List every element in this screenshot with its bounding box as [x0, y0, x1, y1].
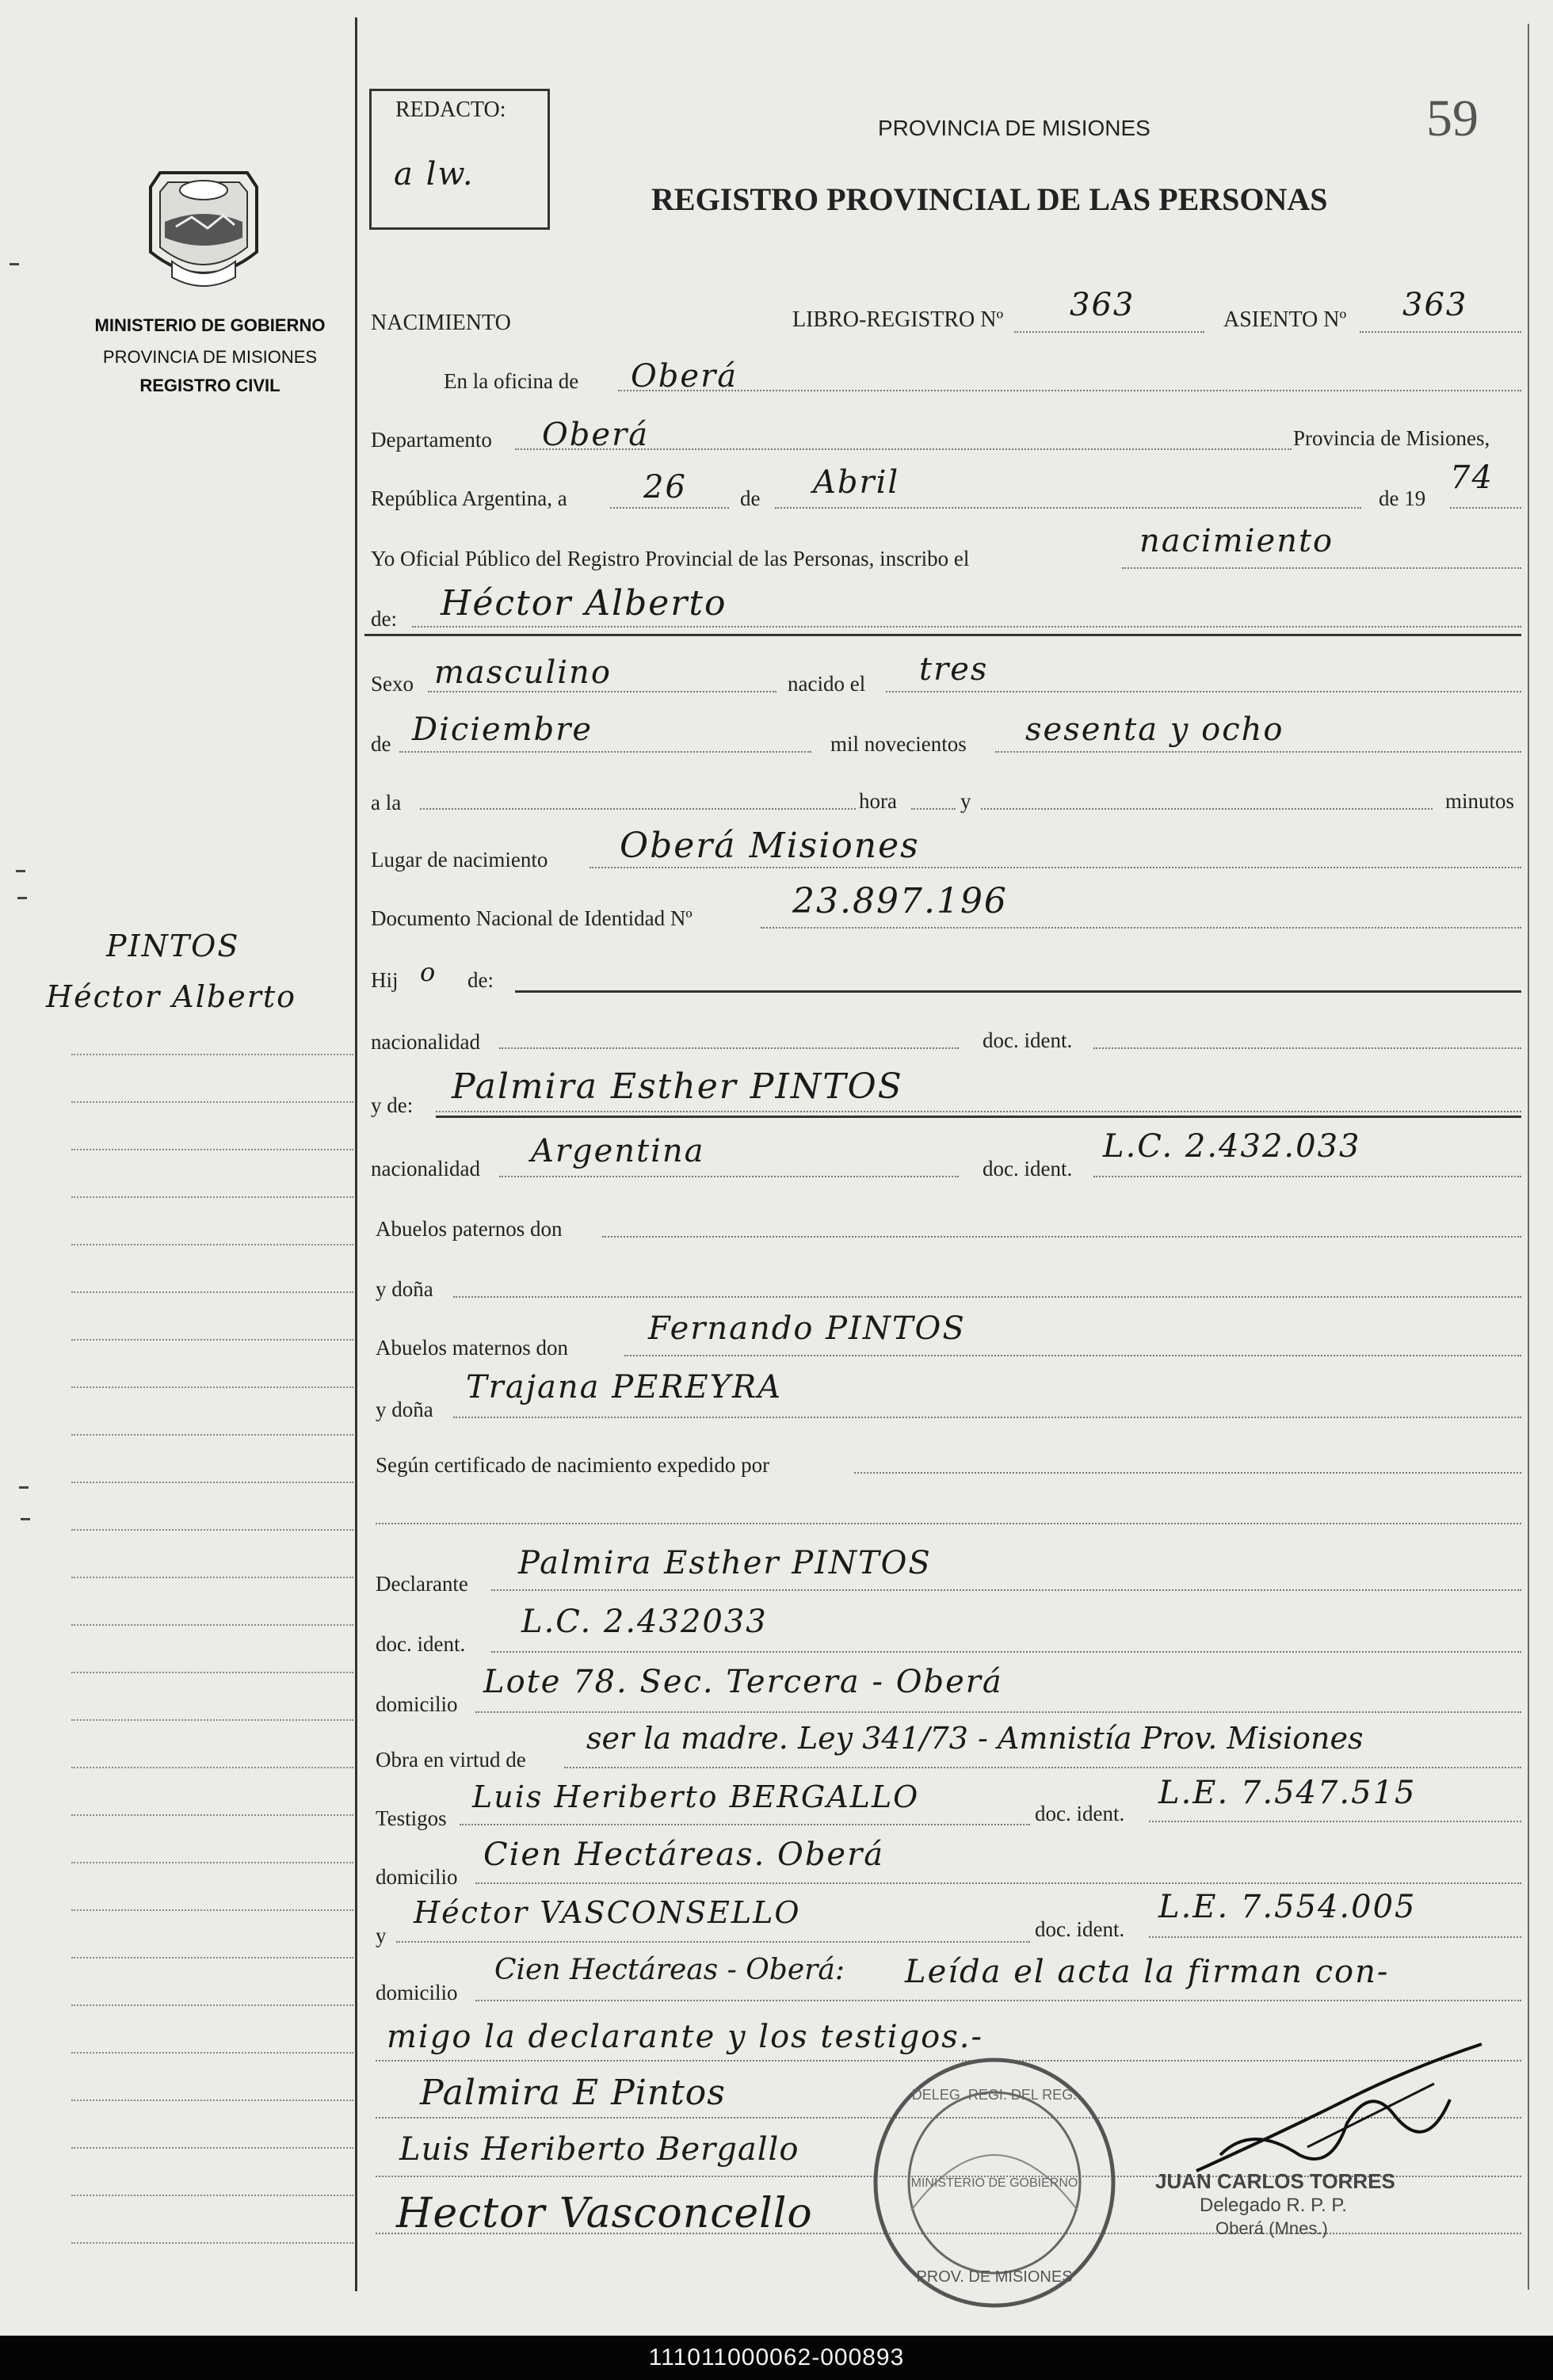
closing-line-1: Leída el acta la firman con-	[905, 1954, 1390, 1990]
sidebar-surname: PINTOS	[106, 929, 240, 963]
child-name-line	[412, 626, 1521, 627]
witness1-doc-line	[1149, 1821, 1521, 1822]
child-of-suffix: o	[420, 957, 437, 987]
certificate-line-2	[376, 1523, 1521, 1524]
witness1-domicile-line	[475, 1882, 1521, 1884]
mother-rule	[436, 1116, 1521, 1118]
birthplace-line	[590, 867, 1521, 868]
mother-doc: L.C. 2.432.033	[1103, 1128, 1361, 1165]
redacto-label: REDACTO:	[395, 97, 506, 122]
ministry-office: REGISTRO CIVIL	[139, 376, 280, 395]
declarant-domicile-line	[475, 1711, 1521, 1713]
declarant-doc: L.C. 2.432033	[521, 1604, 768, 1640]
entry-line	[1360, 331, 1521, 333]
official-signature-icon	[1189, 2036, 1505, 2187]
month-line	[775, 507, 1361, 509]
hour-label: hora	[859, 789, 897, 813]
entry-label: ASIENTO Nº	[1223, 307, 1347, 332]
declarant-doc-label: doc. ident.	[376, 1632, 466, 1656]
mother-name-line	[436, 1111, 1521, 1112]
ledger-line	[71, 1767, 353, 1768]
mother-doc-line	[1093, 1176, 1521, 1177]
born-label: nacido el	[788, 672, 866, 696]
dni-label: Documento Nacional de Identidad Nº	[371, 906, 693, 930]
dni-line	[761, 927, 1521, 929]
mat-grandmother-line	[453, 1417, 1521, 1418]
year-line	[1450, 507, 1521, 509]
mat-grandfather: Fernando PINTOS	[648, 1310, 966, 1347]
hour-line	[911, 808, 956, 810]
ledger-line	[71, 1672, 353, 1673]
ledger-line	[71, 1529, 353, 1531]
department-label: Departamento	[371, 428, 492, 452]
margin-tick	[19, 1486, 29, 1489]
born-year-value: sesenta y ocho	[1025, 711, 1284, 748]
provincial-emblem-icon	[144, 158, 263, 295]
declarant-doc-line	[491, 1651, 1521, 1653]
of-label: de:	[371, 607, 397, 631]
official-name: JUAN CARLOS TORRES	[1155, 2169, 1395, 2193]
official-round-stamp-icon	[864, 2052, 1125, 2313]
entry-value: 363	[1402, 287, 1468, 323]
sex-value: masculino	[434, 654, 612, 691]
witness1-doc-label: doc. ident.	[1035, 1802, 1125, 1825]
witness1-domicile: Cien Hectáreas. Oberá	[483, 1836, 885, 1873]
mother-nationality-line	[499, 1176, 959, 1177]
born-year-line	[995, 751, 1521, 753]
ledger-line	[71, 1386, 353, 1388]
mother-nationality: Argentina	[531, 1133, 705, 1169]
mat-grand-label: Abuelos maternos don	[376, 1336, 568, 1360]
book-label: LIBRO-REGISTRO Nº	[792, 307, 1004, 332]
witness2-prefix: y	[376, 1924, 387, 1947]
republic-label: República Argentina, a	[371, 486, 567, 510]
act-value: nacimiento	[1139, 523, 1334, 559]
ledger-line	[71, 2242, 353, 2244]
ledger-line	[71, 2147, 353, 2149]
mat-grandfather-line	[624, 1355, 1521, 1356]
witness2-domicile-line	[475, 2000, 1521, 2001]
at-label: a la	[371, 791, 402, 814]
redacto-box	[369, 89, 550, 230]
svg-text:DELEG. REGI. DEL REG.: DELEG. REGI. DEL REG.	[911, 2087, 1078, 2103]
ledger-line	[71, 1339, 353, 1341]
ministry-name: MINISTERIO DE GOBIERNO	[94, 315, 326, 335]
witness2-doc-label: doc. ident.	[1035, 1917, 1125, 1941]
margin-tick	[21, 1518, 30, 1520]
born-day-line	[886, 691, 1521, 692]
sex-line	[428, 691, 776, 692]
margin-tick	[17, 897, 27, 899]
witness2-domicile: Cien Hectáreas - Oberá:	[494, 1954, 845, 1986]
certificate-label: Según certificado de nacimiento expedido por	[376, 1453, 770, 1477]
and-label: y	[960, 789, 971, 813]
millennium-label: mil novecientos	[830, 732, 967, 756]
page-number: 59	[1426, 90, 1479, 147]
witnesses-label: Testigos	[376, 1806, 447, 1830]
document-id: 111011000062-000893	[648, 2344, 905, 2370]
witness2-line	[396, 1941, 1030, 1943]
registry-title: REGISTRO PROVINCIAL DE LAS PERSONAS	[651, 181, 1328, 217]
mat-grandmother: Trajana PEREYRA	[466, 1369, 783, 1405]
virtue-line	[564, 1767, 1521, 1768]
father-doc-label: doc. ident.	[983, 1028, 1073, 1052]
margin-tick	[10, 263, 19, 265]
at-line	[420, 808, 856, 810]
ledger-line	[71, 1291, 353, 1293]
ledger-line	[71, 2004, 353, 2006]
declarant-value: Palmira Esther PINTOS	[518, 1545, 932, 1581]
officer-statement: Yo Oficial Público del Registro Provincial de las Personas, inscribo el	[371, 547, 970, 570]
de2-label: de	[371, 732, 391, 756]
section-rule	[364, 634, 1521, 636]
de-label: de	[740, 486, 761, 510]
mother-of-label: y de:	[371, 1093, 414, 1117]
pat-grand-label: Abuelos paternos don	[376, 1217, 563, 1241]
witness1-domicile-label: domicilio	[376, 1865, 458, 1889]
father-nationality-label: nacionalidad	[371, 1030, 480, 1054]
witness2-domicile-label: domicilio	[376, 1981, 458, 2004]
book-value: 363	[1070, 287, 1135, 323]
child-of-de: de:	[467, 968, 494, 992]
born-day-value: tres	[919, 651, 989, 688]
day-value: 26	[643, 469, 687, 505]
month-value: Abril	[813, 464, 900, 501]
child-name: Héctor Alberto	[441, 583, 727, 624]
book-line	[1014, 331, 1204, 333]
year-prefix: de 19	[1379, 486, 1426, 510]
father-rule	[515, 990, 1521, 993]
ledger-line	[71, 1482, 353, 1483]
born-month-line	[399, 751, 811, 753]
mother-name: Palmira Esther PINTOS	[452, 1066, 903, 1107]
act-line	[1122, 567, 1521, 569]
birthplace-label: Lugar de nacimiento	[371, 848, 548, 872]
minutes-line	[981, 808, 1433, 810]
closing-line-2: migo la declarante y los testigos.-	[387, 2019, 984, 2055]
virtue-value: ser la madre. Ley 341/73 - Amnistía Prov. Misiones	[586, 1721, 1364, 1756]
father-doc-line	[1093, 1047, 1521, 1049]
declarant-label: Declarante	[376, 1572, 468, 1596]
redacto-value: a lw.	[394, 156, 475, 193]
ledger-line	[71, 2052, 353, 2054]
ledger-line	[71, 1054, 353, 1055]
witness2-doc-line	[1149, 1936, 1521, 1938]
ledger-line	[71, 1957, 353, 1959]
mother-nationality-label: nacionalidad	[371, 1157, 480, 1180]
official-location: Oberá (Mnes.)	[1215, 2218, 1328, 2238]
birthplace-value: Oberá Misiones	[620, 826, 920, 866]
margin-tick	[16, 870, 25, 872]
office-line	[618, 390, 1521, 391]
declarant-line	[491, 1589, 1521, 1591]
witness1-line	[460, 1824, 1030, 1825]
ledger-line	[71, 1909, 353, 1911]
department-value: Oberá	[542, 417, 650, 453]
pat-grandfather-line	[602, 1236, 1521, 1238]
document-id-bar	[0, 2336, 1553, 2380]
pat-grandmother-label: y doña	[376, 1277, 433, 1301]
sidebar-given-names: Héctor Alberto	[46, 979, 297, 1014]
province-suffix: Provincia de Misiones,	[1293, 426, 1490, 450]
official-title: Delegado R. P. P.	[1200, 2195, 1347, 2216]
signature-witness-2: Hector Vasconcello	[396, 2190, 813, 2237]
ledger-line	[71, 1434, 353, 1436]
minutes-label: minutos	[1445, 789, 1515, 813]
svg-text:MINISTERIO DE GOBIERNO: MINISTERIO DE GOBIERNO	[910, 2176, 1078, 2190]
ledger-line	[71, 1624, 353, 1626]
ledger-line	[71, 1862, 353, 1863]
declarant-domicile: Lote 78. Sec. Tercera - Oberá	[483, 1664, 1003, 1700]
svg-text:PROV. DE MISIONES: PROV. DE MISIONES	[916, 2268, 1073, 2286]
year-value: 74	[1450, 460, 1494, 496]
witness1-name: Luis Heriberto BERGALLO	[472, 1779, 920, 1814]
mat-grandmother-label: y doña	[376, 1398, 433, 1421]
signature-witness-1: Luis Heriberto Bergallo	[399, 2131, 799, 2168]
office-value: Oberá	[631, 358, 738, 395]
mother-doc-label: doc. ident.	[983, 1157, 1073, 1180]
ledger-line	[71, 1814, 353, 1816]
ledger-line	[71, 1577, 353, 1578]
ledger-line	[71, 1149, 353, 1150]
declarant-domicile-label: domicilio	[376, 1692, 458, 1716]
ledger-line	[71, 1196, 353, 1198]
born-month-value: Diciembre	[412, 711, 593, 748]
day-line	[610, 507, 729, 509]
witness2-name: Héctor VASCONSELLO	[414, 1895, 801, 1930]
witness2-doc: L.E. 7.554.005	[1158, 1889, 1417, 1925]
ledger-line	[71, 1101, 353, 1103]
sex-label: Sexo	[371, 672, 414, 696]
certificate-line	[854, 1472, 1521, 1474]
signature-declarant: Palmira E Pintos	[420, 2073, 726, 2113]
ledger-line	[71, 2100, 353, 2101]
ministry-province: PROVINCIA DE MISIONES	[102, 347, 318, 367]
child-of-label: Hij	[371, 968, 399, 992]
record-type: NACIMIENTO	[371, 311, 511, 335]
witness1-doc: L.E. 7.547.515	[1158, 1775, 1417, 1811]
ledger-line	[71, 2195, 353, 2196]
pat-grandmother-line	[453, 1296, 1521, 1298]
office-label: En la oficina de	[444, 369, 579, 393]
dni-value: 23.897.196	[792, 881, 1008, 921]
father-nationality-line	[499, 1047, 959, 1049]
ledger-line	[71, 1244, 353, 1245]
right-margin-rule	[1528, 24, 1529, 2290]
virtue-label: Obra en virtud de	[376, 1748, 526, 1772]
ledger-line	[71, 1719, 353, 1721]
province-heading: PROVINCIA DE MISIONES	[878, 116, 1150, 140]
